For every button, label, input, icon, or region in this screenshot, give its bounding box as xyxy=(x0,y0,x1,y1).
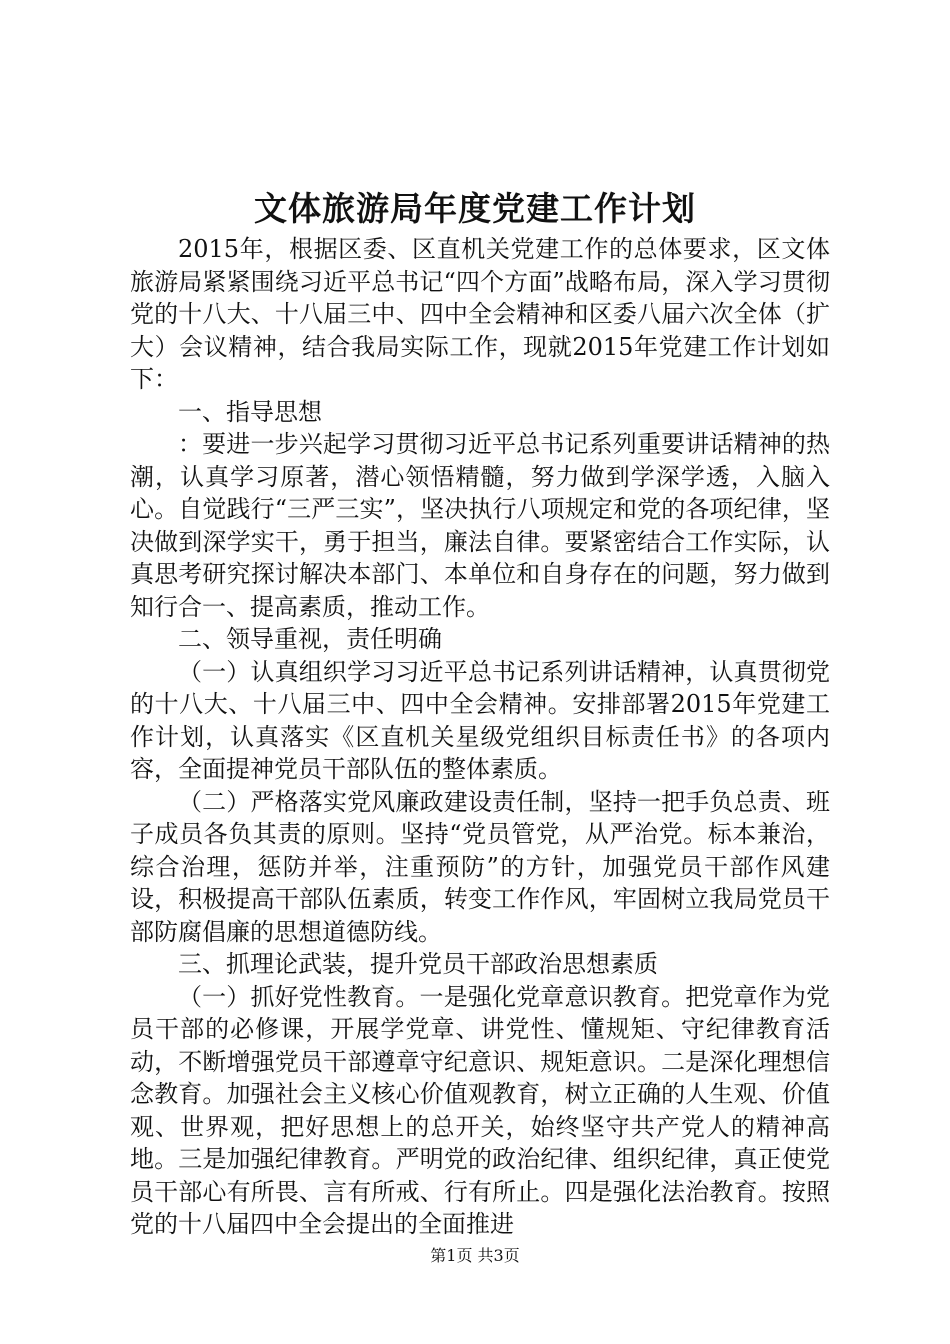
heading-leadership: 二、领导重视，责任明确 xyxy=(178,625,442,653)
paragraph-theory-1: （一）抓好党性教育。一是强化党章意识教育。把党章作为党员干部的必修课，开展学党章、讲党性、懂规矩、守纪律教育活动，不断增强党员干部遵章守纪意识、规矩意识。二是深化理想信念教育。加强社会主义核心价值观教育，树立正确的人生观、价值观、世界观，把好思想上的总开关，始终坚守共产党人的精神高地。三是加强纪律教育。严明党的政治纪律、组织纪律，真正使党员干部心有所畏、言有所戒、行有所止。四是强化法治教育。按照党的十八届四中全会提出的全面推进 xyxy=(130,982,830,1238)
heading-theory: 三、抓理论武装，提升党员干部政治思想素质 xyxy=(178,950,658,978)
page-footer: 第1页 共3页 xyxy=(430,1246,520,1265)
paragraph-leadership-1: （一）认真组织学习习近平总书记系列讲话精神，认真贯彻党的十八大、十八届三中、四中全会精神。安排部署2015年党建工作计划，认真落实《区直机关星级党组织目标责任书》的各项内容，全面提神党员干部队伍的整体素质。 xyxy=(130,657,830,783)
paragraph-guiding-thought: ：要进一步兴起学习贯彻习近平总书记系列重要讲话精神的热潮，认真学习原著，潜心领悟精髓，努力做到学深学透，入脑入心。自觉践行“三严三实”，坚决执行八项规定和党的各项纪律，坚决做到深学实干，勇于担当，廉法自律。要紧密结合工作实际，认真思考研究探讨解决本部门、本单位和自身存在的问题，努力做到知行合一、提高素质，推动工作。 xyxy=(130,430,830,621)
paragraph-leadership-2: （二）严格落实党风廉政建设责任制，坚持一把手负总责、班子成员各负其责的原则。坚持“党员管党，从严治党。标本兼治，综合治理，惩防并举，注重预防”的方针，加强党员干部作风建设，积极提高干部队伍素质，转变工作作风，牢固树立我局党员干部防腐倡廉的思想道德防线。 xyxy=(130,787,830,946)
paragraph-intro: 2015年，根据区委、区直机关党建工作的总体要求，区文体旅游局紧紧围绕习近平总书记“四个方面”战略布局，深入学习贯彻党的十八大、十八届三中、四中全会精神和区委八届六次全体（扩大）会议精神，结合我局实际工作，现就2015年党建工作计划如下： xyxy=(130,235,830,393)
document-title: 文体旅游局年度党建工作计划 xyxy=(254,189,696,228)
heading-guiding-thought: 一、指导思想 xyxy=(178,397,322,426)
document-body xyxy=(130,233,830,1238)
